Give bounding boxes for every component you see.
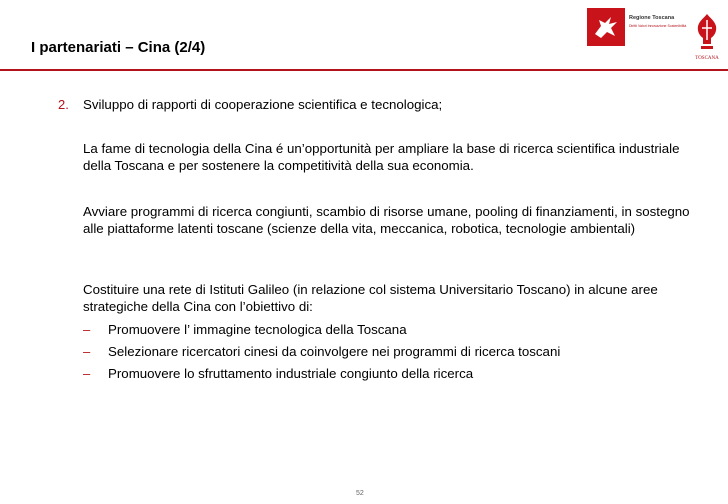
bullet-dash: – — [83, 366, 91, 381]
paragraph-3: Costituire una rete di Istituti Galileo (in relazione col sistema Universitario Toscano) in alcune aree strategiche della Cina con l’obiettivo di: — [83, 282, 658, 314]
bullet-item-3: Promuovere lo sfruttamento industriale congiunto della ricerca — [108, 366, 474, 381]
paragraph-1: La fame di tecnologia della Cina é un’opportunità per ampliare la base di ricerca scientifica industriale della Toscana e per sostenere la competitività della sua economia. — [83, 141, 680, 173]
bullet-item-2: Selezionare ricercatori cinesi da coinvolgere nei programmi di ricerca toscani — [108, 344, 561, 359]
paragraph-2: Avviare programmi di ricerca congiunti, scambio di risorse umane, pooling di finanziamenti, in sostegno alle piattaforme latenti toscane (scienze della vita, meccanica, robotica, tecnologie ambientali) — [83, 204, 690, 236]
logo-subtext: Diritti Valori Innovazione Sostenibilità — [629, 24, 687, 28]
title-divider — [0, 69, 728, 71]
toscana-crest-icon — [694, 12, 720, 54]
regione-toscana-logo — [587, 8, 625, 46]
page-title: I partenariati – Cina (2/4) — [31, 39, 206, 56]
bullet-dash: – — [83, 344, 91, 359]
bullet-item-1: Promuovere l’ immagine tecnologica della Toscana — [108, 322, 407, 337]
pegasus-icon — [587, 8, 625, 46]
logo-text: Regione Toscana — [629, 15, 675, 21]
item-heading: Sviluppo di rapporti di cooperazione scientifica e tecnologica; — [83, 97, 443, 112]
crest-label: TOSCANA — [695, 56, 719, 61]
item-number: 2. — [58, 97, 69, 112]
bullet-dash: – — [83, 322, 91, 337]
page-number: 52 — [356, 490, 364, 497]
